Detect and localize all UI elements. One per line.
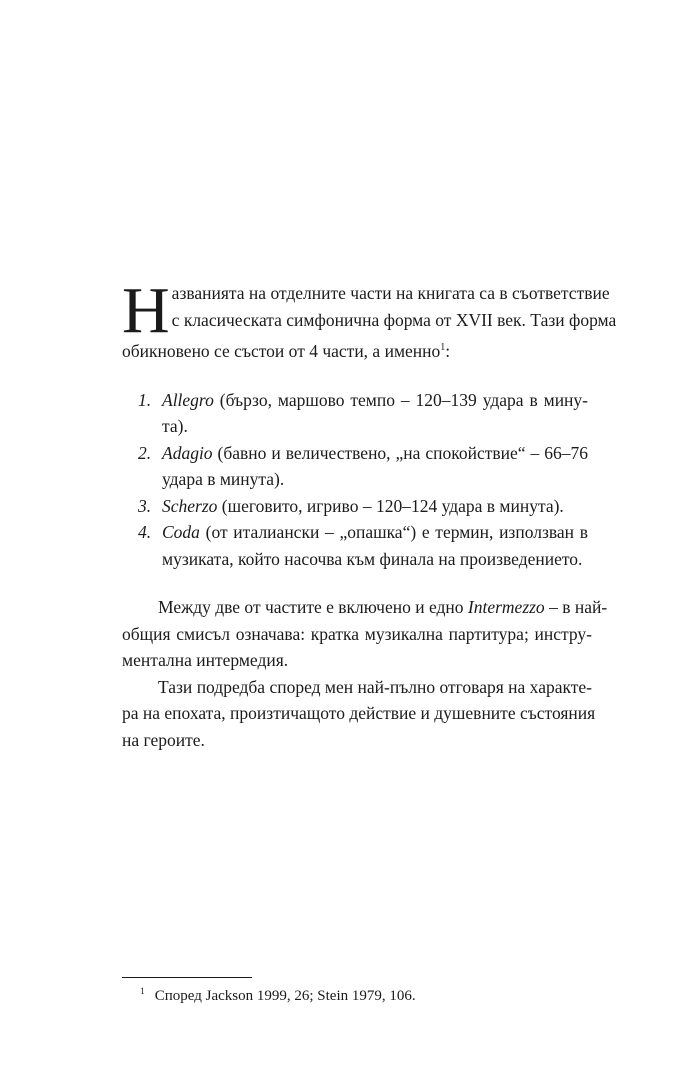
list-item-line: удара в минута).	[162, 469, 285, 489]
intro-paragraph	[122, 274, 617, 365]
list-item	[138, 519, 588, 572]
list-item-line: музиката, който насочва към финала на произведението.	[162, 548, 583, 569]
list-term: Allegro	[162, 389, 214, 410]
list-item-text: (шеговито, игриво – 120–124 удара в минута).	[221, 495, 564, 516]
list-number: 3.	[138, 495, 152, 516]
list-item-line	[162, 519, 588, 546]
paragraph-line: Тази подредба според мен най-пълно отговаря на характе-	[158, 676, 592, 697]
list-item-line	[162, 440, 588, 467]
arrangement-paragraph	[122, 674, 596, 754]
list-item	[138, 493, 588, 520]
intro-line-3-text: обикновено се състои от 4 части, а именно	[122, 341, 441, 361]
footnote-divider	[122, 977, 252, 978]
paragraph-line: ра на епохата, произтичащото действие и душевните състояния	[122, 703, 596, 723]
paragraph-line	[122, 594, 608, 621]
intermezzo-term: Intermezzo	[467, 597, 545, 617]
list-item-line	[162, 387, 588, 414]
list-term: Adagio	[162, 442, 213, 463]
intro-line-3	[122, 338, 592, 365]
intro-line-3-tail: :	[445, 341, 451, 361]
paragraph-line: общия смисъл означава: кратка музикална партитура; инстру-	[122, 623, 592, 644]
footnote-text: Според Jackson 1999, 26; Stein 1979, 106.	[154, 988, 416, 1004]
list-item-text: (от италиански – „опашка“) е термин, използван в	[205, 522, 588, 542]
list-item-line: та).	[162, 416, 188, 436]
list-item	[138, 387, 589, 440]
paragraph-line: на героите.	[122, 729, 205, 750]
footnote	[140, 985, 416, 1007]
intro-line-1: азванията на отделните части на книгата са в съответствие	[171, 283, 610, 303]
paragraph-text: Между две от частите е включено и едно	[158, 597, 468, 617]
main-text	[122, 274, 617, 753]
list-number: 2.	[138, 442, 152, 463]
intro-line-2: с класическата симфонична форма от XVII век. Тази форма	[171, 309, 617, 330]
intermezzo-paragraph	[122, 594, 608, 674]
footnote-mark: 1	[140, 987, 145, 997]
movement-list	[138, 387, 589, 573]
list-term: Scherzo	[162, 495, 218, 516]
list-item-line	[162, 493, 588, 520]
footnote-reference[interactable]: 1	[440, 342, 446, 354]
drop-cap: Н	[122, 274, 170, 347]
paragraph-line: ментална интермедия.	[122, 650, 289, 670]
list-number: 1.	[138, 389, 152, 410]
list-term: Coda	[162, 522, 200, 542]
paragraph-text: – в най-	[544, 597, 608, 617]
list-item-text: (бавно и величествено, „на спокойствие“ – 66–76	[217, 442, 588, 463]
list-item-text: (бързо, маршово темпо – 120–139 удара в мину-	[219, 389, 589, 410]
list-number: 4.	[138, 522, 152, 542]
list-item	[138, 440, 588, 493]
